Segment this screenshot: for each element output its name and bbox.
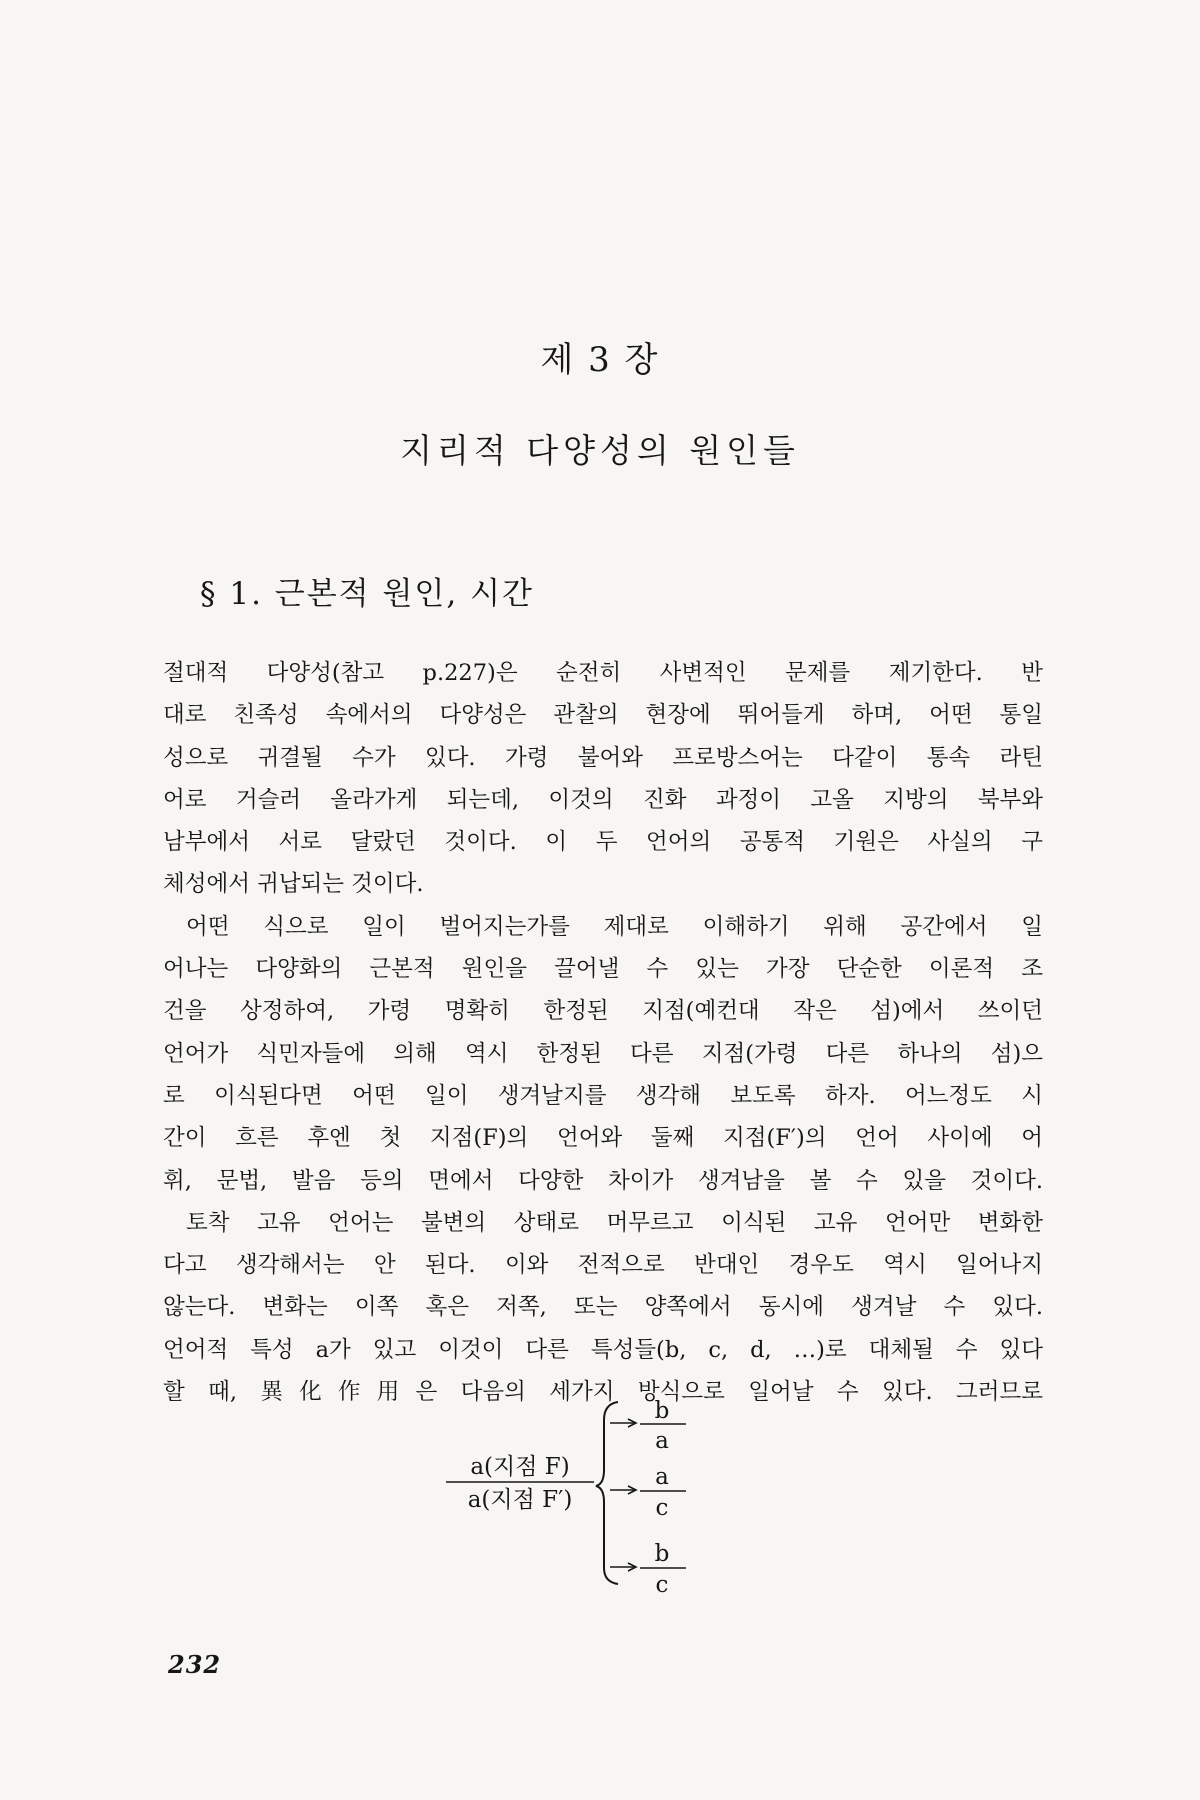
body-line: 로 이식된다면 어떤 일이 생겨날지를 생각해 보도록 하자. 어느정도 시 xyxy=(163,1082,1043,1109)
diagram-brace xyxy=(596,1402,618,1584)
body-line: 성으로 귀결될 수가 있다. 가령 불어와 프로방스어는 다같이 통속 라틴 xyxy=(163,744,1043,771)
body-line: 대로 친족성 속에서의 다양성은 관찰의 현장에 뛰어들게 하며, 어떤 통일 xyxy=(163,702,1043,729)
body-line: 건을 상정하여, 가령 명확히 한정된 지점(예컨대 작은 섬)에서 쓰이던 xyxy=(163,998,1043,1025)
body-line: 다고 생각해서는 안 된다. 이와 전적으로 반대인 경우도 역시 일어나지 xyxy=(163,1252,1043,1279)
body-line: 토착 고유 언어는 불변의 상태로 머무르고 이식된 고유 언어만 변화한 xyxy=(186,1209,1043,1236)
chapter-title: 지리적 다양성의 원인들 xyxy=(400,431,800,470)
body-line: 어떤 식으로 일이 벌어지는가를 제대로 이해하기 위해 공간에서 일 xyxy=(186,913,1043,940)
body-line: 휘, 문법, 발음 등의 면에서 다양한 차이가 생겨남을 볼 수 있을 것이다. xyxy=(163,1167,1043,1194)
diagram-left-denominator: a(지점 F′) xyxy=(467,1487,573,1513)
chapter-number: 제 3 장 xyxy=(540,340,660,380)
outcome-1-top: b xyxy=(654,1398,670,1424)
outcome-2-top: a xyxy=(655,1464,669,1490)
body-line: 체성에서 귀납되는 것이다. xyxy=(163,871,424,898)
outcome-3-bottom: c xyxy=(655,1572,669,1598)
section-heading: § 1. 근본적 원인, 시간 xyxy=(200,576,534,612)
body-line: 언어가 식민자들에 의해 역시 한정된 다른 지점(가령 다른 하나의 섬)으 xyxy=(163,1040,1043,1067)
outcome-1-bottom: a xyxy=(655,1428,669,1454)
body-line: 절대적 다양성(참고 p.227)은 순전히 사변적인 문제를 제기한다. 반 xyxy=(163,660,1043,686)
body-line: 간이 흐른 후엔 첫 지점(F)의 언어와 둘째 지점(F′)의 언어 사이에 어 xyxy=(163,1125,1043,1152)
page-number: 232 xyxy=(168,1650,222,1679)
outcome-2-bottom: c xyxy=(655,1495,669,1521)
outcome-3-top: b xyxy=(654,1541,670,1567)
diagram-left-numerator: a(지점 F) xyxy=(470,1454,570,1480)
body-line: 어나는 다양화의 근본적 원인을 끌어낼 수 있는 가장 단순한 이론적 조 xyxy=(163,956,1043,983)
body-line: 않는다. 변화는 이쪽 혹은 저쪽, 또는 양쪽에서 동시에 생겨날 수 있다. xyxy=(163,1294,1043,1321)
body-line: 언어적 특성 a가 있고 이것이 다른 특성들(b, c, d, …)로 대체될 수 있다 xyxy=(163,1336,1043,1363)
body-line: 어로 거슬러 올라가게 되는데, 이것의 진화 과정이 고올 지방의 북부와 xyxy=(163,786,1043,813)
body-line: 남부에서 서로 달랐던 것이다. 이 두 언어의 공통적 기원은 사실의 구 xyxy=(163,829,1043,856)
body-line: 할 때, 異化作用은 다음의 세가지 방식으로 일어날 수 있다. 그러므로 xyxy=(163,1379,1043,1406)
